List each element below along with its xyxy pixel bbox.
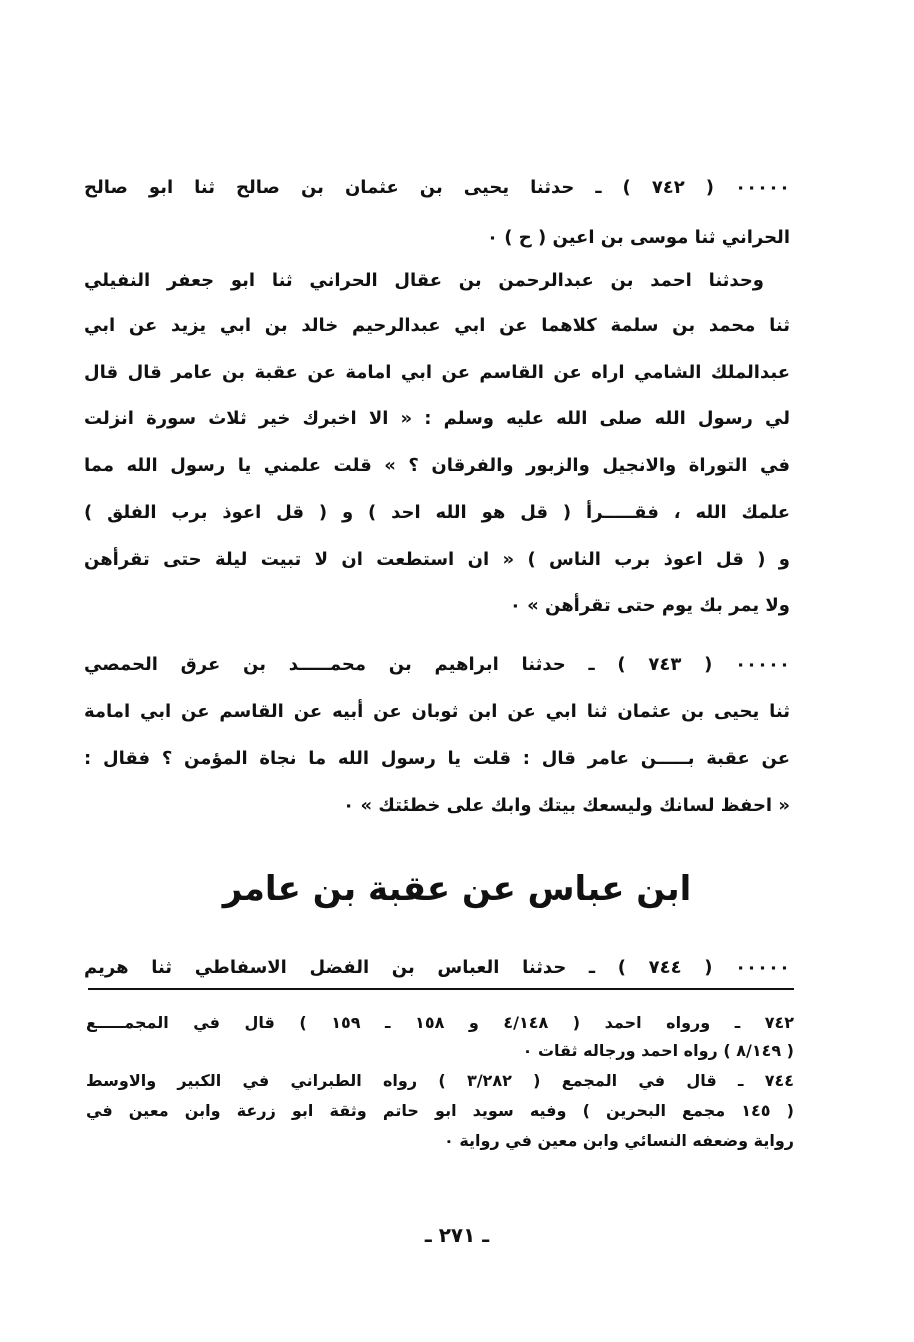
body-line: علمك الله ، فقـــــرأ ( قل هو الله احد ) و ( قل اعوذ برب الفلق ) bbox=[84, 502, 790, 523]
footnote-line: ( ٨/١٤٩ ) رواه احمد ورجاله ثقات ٠ bbox=[522, 1041, 794, 1060]
body-line: و ( قل اعوذ برب الناس ) « ان استطعت ان لا تبيت ليلة حتى تقرأهن bbox=[84, 549, 790, 570]
body-line: ثنا يحيى بن عثمان ثنا ابي عن ابن ثوبان عن أبيه عن القاسم عن ابي امامة bbox=[84, 701, 790, 722]
section-heading: ابن عباس عن عقبة بن عامر bbox=[222, 869, 692, 909]
body-line: « احفظ لسانك وليسعك بيتك وابك على خطئتك » ٠ bbox=[343, 795, 790, 816]
footnote-line: ٧٤٢ ـ ورواه احمد ( ٤/١٤٨ و ١٥٨ ـ ١٥٩ ) قال في المجمـــــع bbox=[86, 1013, 795, 1032]
body-line: وحدثنا احمد بن عبدالرحمن بن عقال الحراني ثنا ابو جعفر النفيلي bbox=[84, 270, 764, 291]
footnote-line: ٧٤٤ ـ قال في المجمع ( ٣/٢٨٢ ) رواه الطبراني في الكبير والاوسط bbox=[86, 1071, 795, 1090]
footnote-rule bbox=[88, 988, 794, 990]
footnote-line: رواية وضعفه النسائي وابن معين في رواية ٠ bbox=[444, 1131, 794, 1150]
body-line: لي رسول الله صلى الله عليه وسلم : « الا اخبرك خير ثلاث سورة انزلت bbox=[84, 408, 790, 429]
body-line: في التوراة والانجيل والزبور والفرقان ؟ » قلت علمني يا رسول الله مما bbox=[84, 455, 790, 476]
body-line: ولا يمر بك يوم حتى تقرأهن » ٠ bbox=[509, 595, 790, 616]
body-line: عن عقبة بـــــن عامر قال : قلت يا رسول الله ما نجاة المؤمن ؟ فقال : bbox=[84, 748, 790, 769]
body-line: ثنا محمد بن سلمة كلاهما عن ابي عبدالرحيم خالد بن ابي يزيد عن ابي bbox=[84, 315, 790, 336]
body-line: ٠٠٠٠٠ ( ٧٤٣ ) ـ حدثنا ابراهيم بن محمـــــد بن عرق الحمصي bbox=[84, 654, 790, 675]
page-number: ـ ٢٧١ ـ bbox=[424, 1223, 490, 1247]
body-line: الحراني ثنا موسى بن اعين ( ح ) ٠ bbox=[487, 227, 790, 248]
body-line: ٠٠٠٠٠ ( ٧٤٤ ) ـ حدثنا العباس بن الفضل الاسفاطي ثنا هريم bbox=[84, 957, 790, 978]
body-line: عبدالملك الشامي اراه عن القاسم عن ابي امامة عن عقبة بن عامر قال قال bbox=[84, 362, 790, 383]
body-line: ٠٠٠٠٠ ( ٧٤٢ ) ـ حدثنا يحيى بن عثمان بن صالح ثنا ابو صالح bbox=[84, 177, 791, 198]
footnote-line: ( ١٤٥ مجمع البحرين ) وفيه سويد ابو حاتم وثقة ابو زرعة وابن معين في bbox=[86, 1101, 794, 1120]
